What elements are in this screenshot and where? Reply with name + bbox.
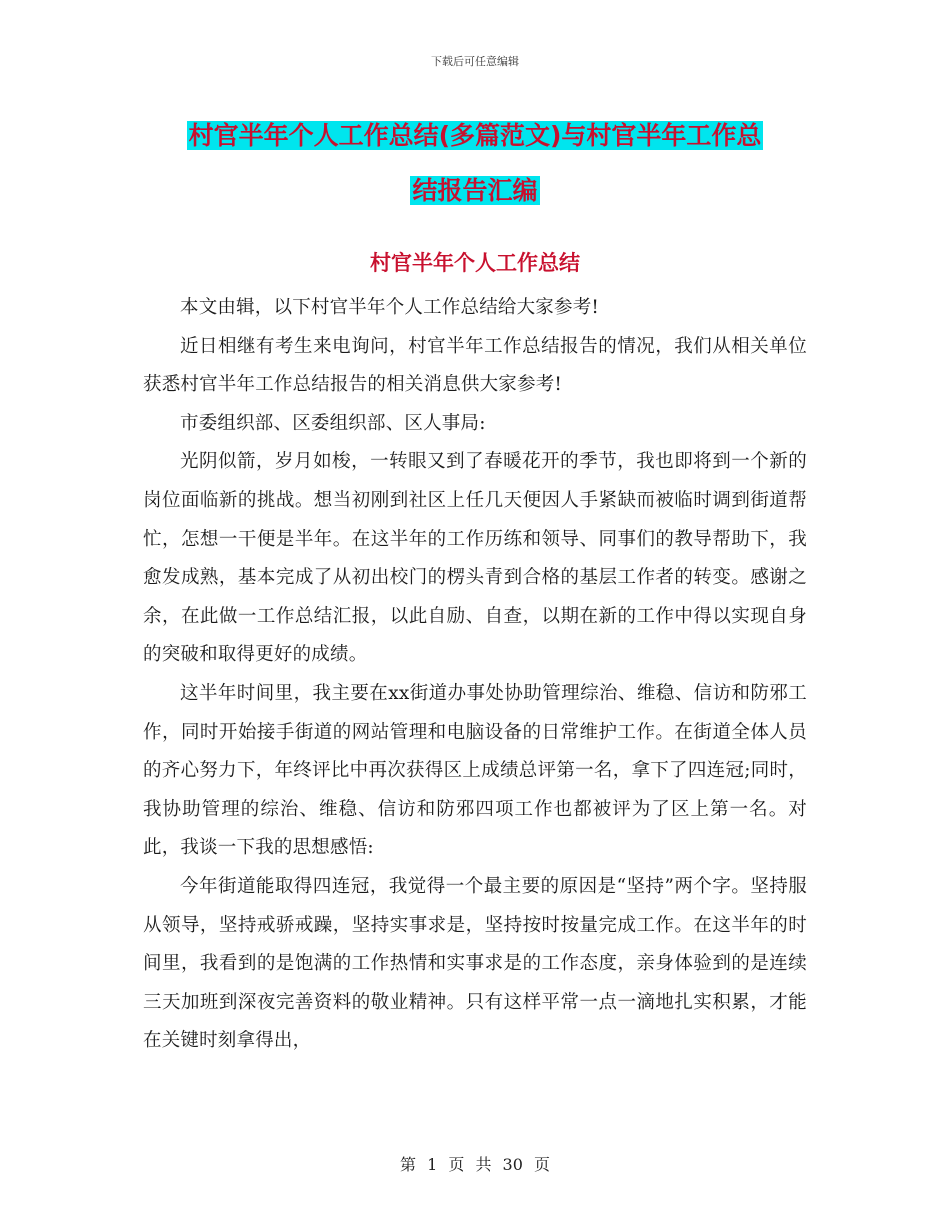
- page-footer: 第 1 页 共 30 页: [400, 1155, 550, 1174]
- header-note: 下载后可任意编辑: [431, 55, 519, 68]
- title-line-2: 结报告汇编: [412, 176, 538, 205]
- paragraph: 这半年时间里，我主要在xx街道办事处协助管理综治、维稳、信访和防邪工作，同时开始接手街道的网站管理和电脑设备的日常维护工作。在街道全体人员的齐心努力下，年终评比中再次获得区上成绩总评第一名，拿下了四连冠;同时，我协助管理的综治、维稳、信访和防邪四项工作也都被评为了区上第一名。对此，我谈一下我的思想感悟:: [143, 682, 807, 859]
- paragraph: 本文由辑，以下村官半年个人工作总结给大家参考!: [180, 297, 600, 318]
- section-title: 村官半年个人工作总结: [370, 251, 580, 275]
- document-body: [143, 289, 807, 1061]
- paragraph: 近日相继有考生来电询问，村官半年工作总结报告的情况，我们从相关单位获悉村官半年工作总结报告的相关消息供大家参考!: [143, 335, 807, 396]
- document-title: [0, 108, 950, 218]
- title-line-1: 村官半年个人工作总结(多篇范文)与村官半年工作总: [188, 121, 762, 150]
- paragraph: 光阴似箭，岁月如梭，一转眼又到了春暖花开的季节，我也即将到一个新的岗位面临新的挑战。想当初刚到社区上任几天便因人手紧缺而被临时调到街道帮忙，怎想一干便是半年。在这半年的工作历练和领导、同事们的教导帮助下，我愈发成熟，基本完成了从初出校门的楞头青到合格的基层工作者的转变。感谢之余，在此做一工作总结汇报，以此自励、自查，以期在新的工作中得以实现自身的突破和取得更好的成绩。: [143, 451, 807, 666]
- paragraph: 市委组织部、区委组织部、区人事局:: [180, 412, 486, 434]
- paragraph: 今年街道能取得四连冠，我觉得一个最主要的原因是“坚持”两个字。坚持服从领导，坚持戒骄戒躁，坚持实事求是，坚持按时按量完成工作。在这半年的时间里，我看到的是饱满的工作热情和实事求是的工作态度，亲身体验到的是连续三天加班到深夜完善资料的敬业精神。只有这样平常一点一滴地扎实积累，才能在关键时刻拿得出，: [143, 875, 807, 1052]
